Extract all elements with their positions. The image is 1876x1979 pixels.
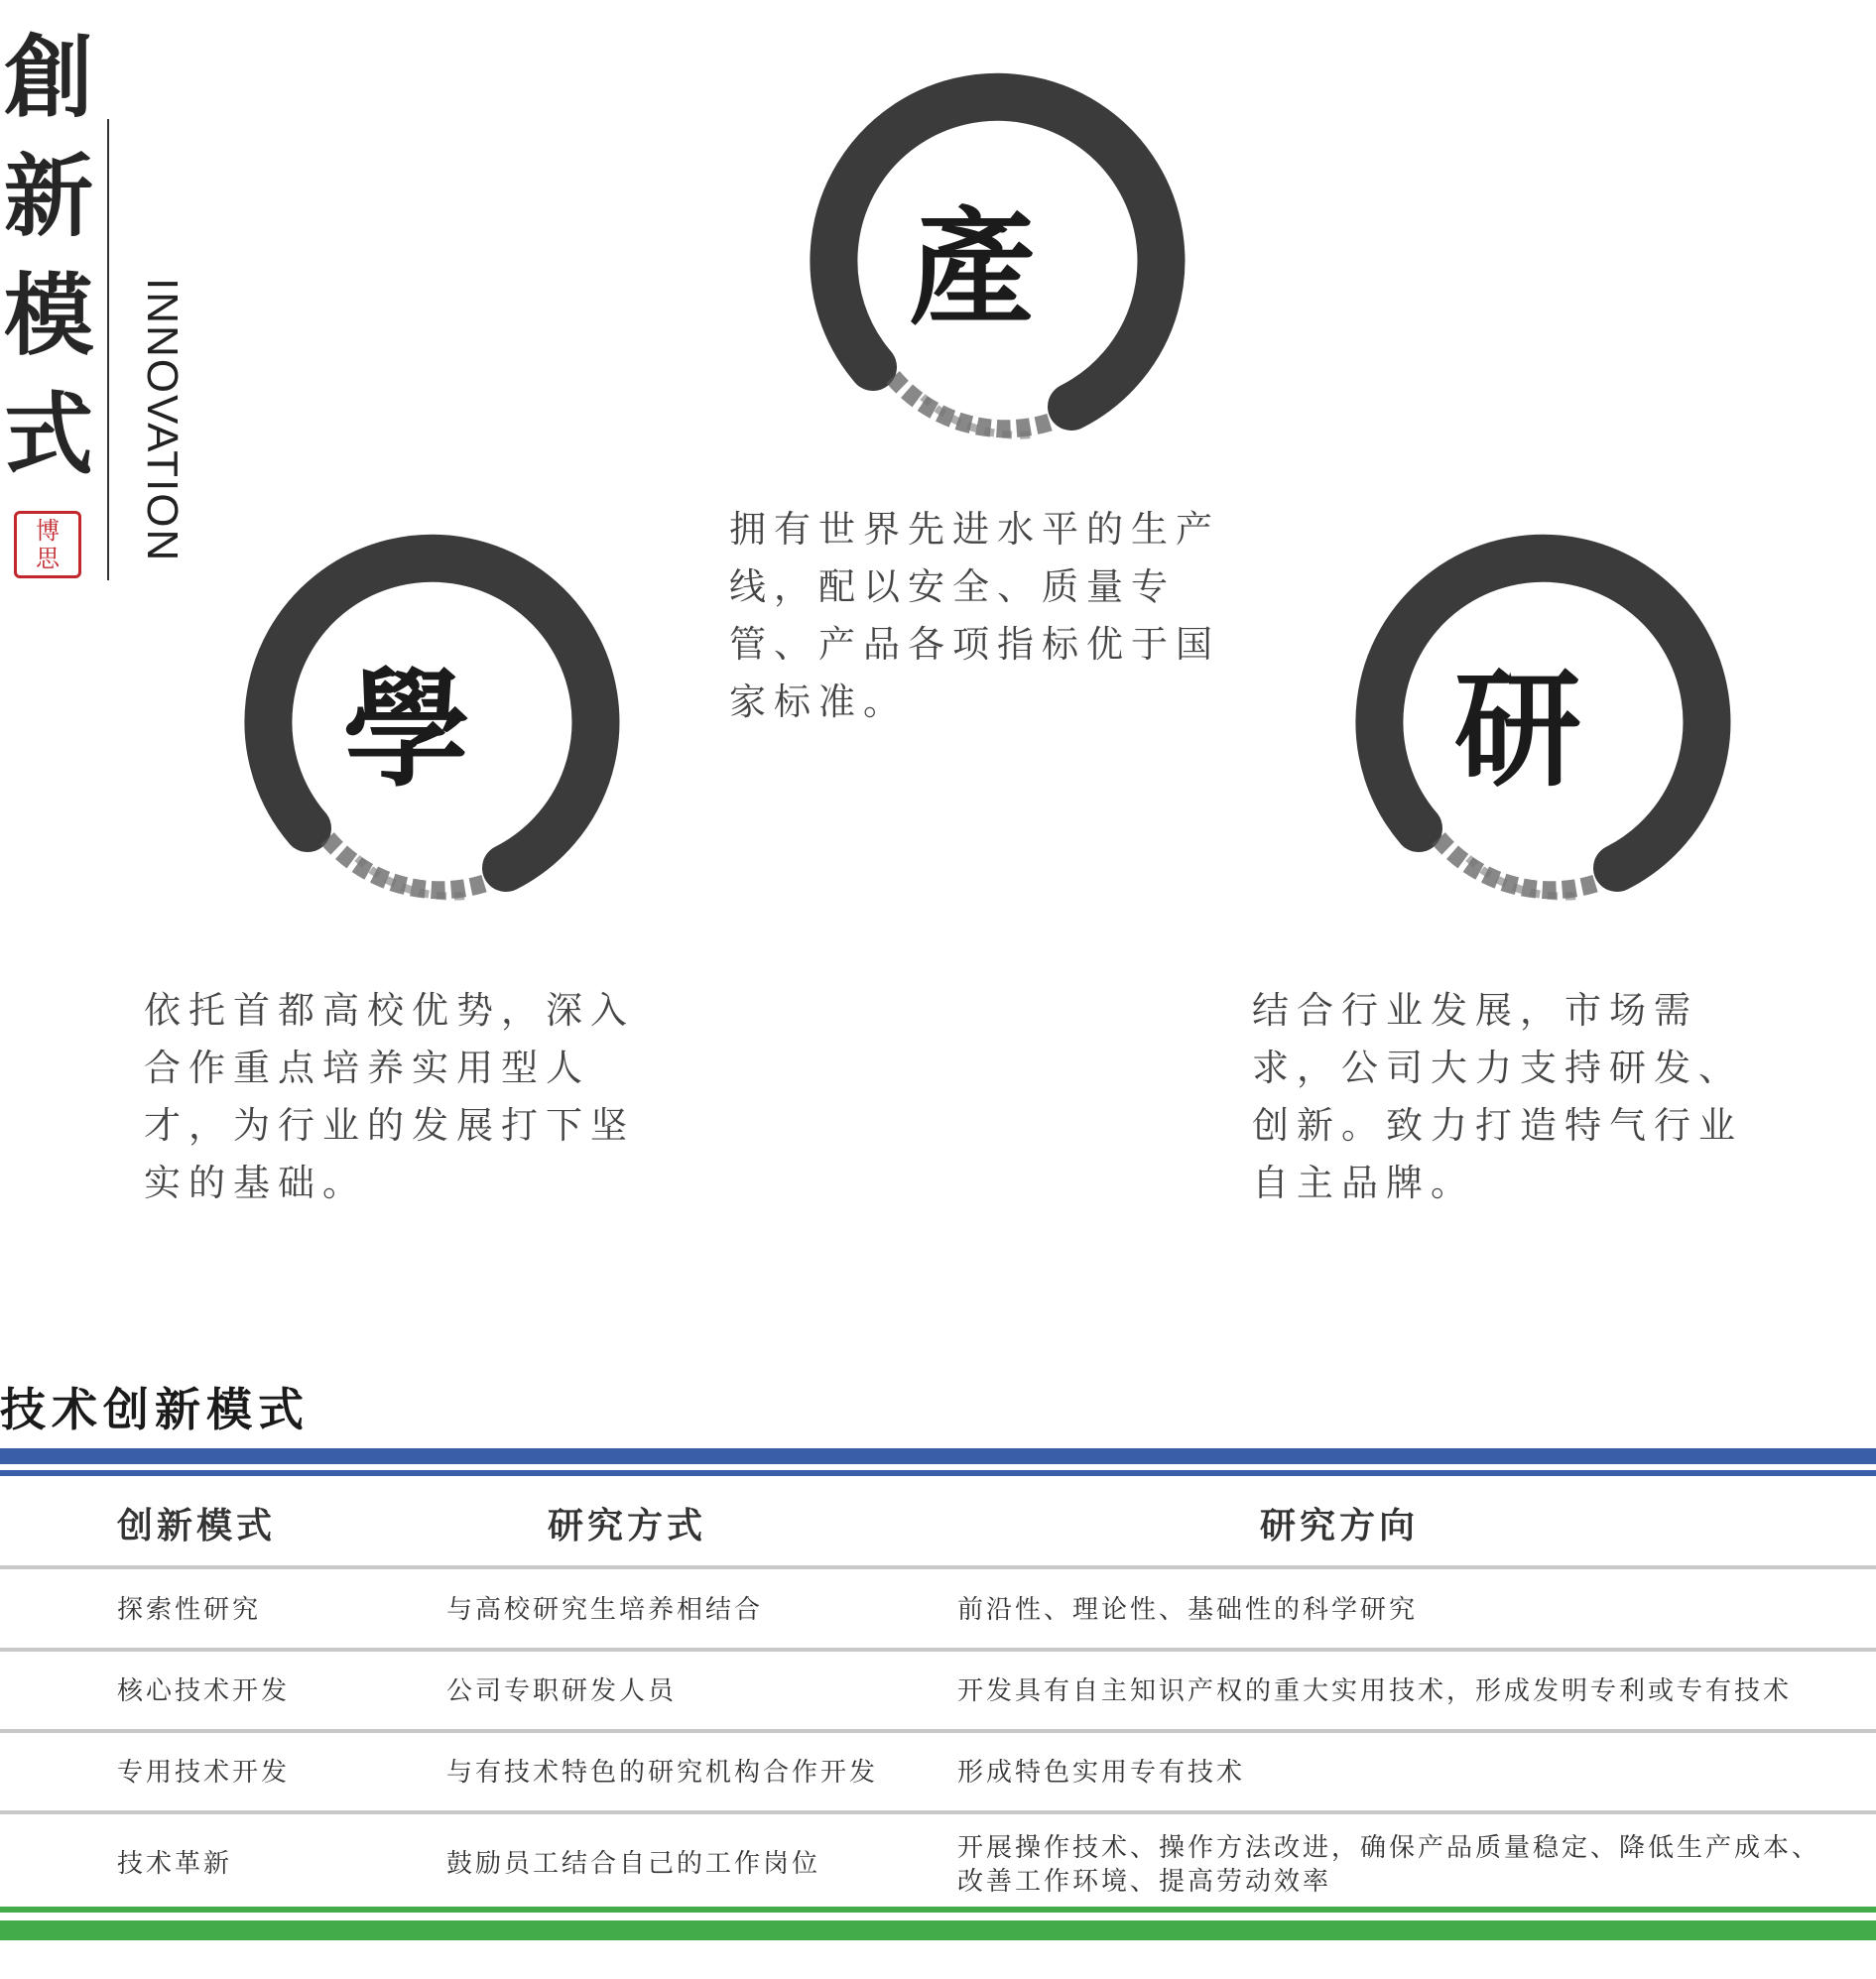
green-bar — [0, 1920, 1876, 1940]
red-seal-stamp: 博 思 — [14, 511, 81, 578]
table-header-mode: 创新模式 — [117, 1505, 277, 1546]
table-cell: 技术革新 — [117, 1849, 233, 1879]
table-cell: 与有技术特色的研究机构合作开发 — [446, 1758, 879, 1788]
table-cell: 鼓励员工结合自己的工作岗位 — [446, 1849, 821, 1879]
title-divider — [107, 119, 109, 580]
chan-description: 拥有世界先进水平的生产线，配以安全、质量专管、产品各项指标优于国家标准。 — [729, 508, 1220, 723]
row-divider — [0, 1810, 1876, 1814]
blue-bar — [0, 1448, 1876, 1464]
title-char: 模 — [4, 263, 93, 368]
circle-char: 產 — [908, 194, 1036, 343]
section-title: 技术创新模式 — [0, 1383, 310, 1436]
row-divider — [0, 1565, 1876, 1569]
title-char: 式 — [4, 382, 93, 487]
yan-description: 结合行业发展，市场需求，公司大力支持研发、创新。致力打造特气行业自主品牌。 — [1252, 989, 1743, 1204]
xue-description: 依托首都高校优势，深入合作重点培养实用型人才，为行业的发展打下坚实的基础。 — [144, 989, 635, 1204]
blue-bar-thin — [0, 1470, 1876, 1476]
table-cell: 公司专职研发人员 — [446, 1676, 678, 1706]
circle-char: 學 — [342, 656, 470, 804]
green-bar-thin — [0, 1907, 1876, 1913]
table-cell: 核心技术开发 — [117, 1676, 291, 1706]
ink-circle-yan — [1300, 501, 1736, 937]
title-char: 新 — [4, 144, 93, 249]
table-cell: 形成特色实用专有技术 — [957, 1758, 1246, 1788]
table-cell: 开展操作技术、操作方法改进，确保产品质量稳定、降低生产成本、改善工作环境、提高劳动效率 — [957, 1833, 1821, 1897]
vertical-title — [4, 18, 103, 494]
table-header-method: 研究方式 — [548, 1505, 707, 1546]
table-cell: 开发具有自主知识产权的重大实用技术，形成发明专利或专有技术 — [957, 1676, 1793, 1706]
ink-circle-xue — [188, 501, 625, 937]
title-char: 創 — [4, 25, 93, 130]
circle-char: 研 — [1453, 656, 1581, 804]
ink-circle-chan — [754, 40, 1190, 476]
table-header-direction: 研究方向 — [1260, 1505, 1420, 1546]
row-divider — [0, 1729, 1876, 1733]
table-cell: 与高校研究生培养相结合 — [446, 1595, 764, 1625]
table-cell: 前沿性、理论性、基础性的科学研究 — [957, 1595, 1419, 1625]
table-cell: 专用技术开发 — [117, 1758, 291, 1788]
english-title: INNOVATION — [138, 278, 187, 563]
table-cell: 探索性研究 — [117, 1595, 262, 1625]
row-divider — [0, 1648, 1876, 1652]
